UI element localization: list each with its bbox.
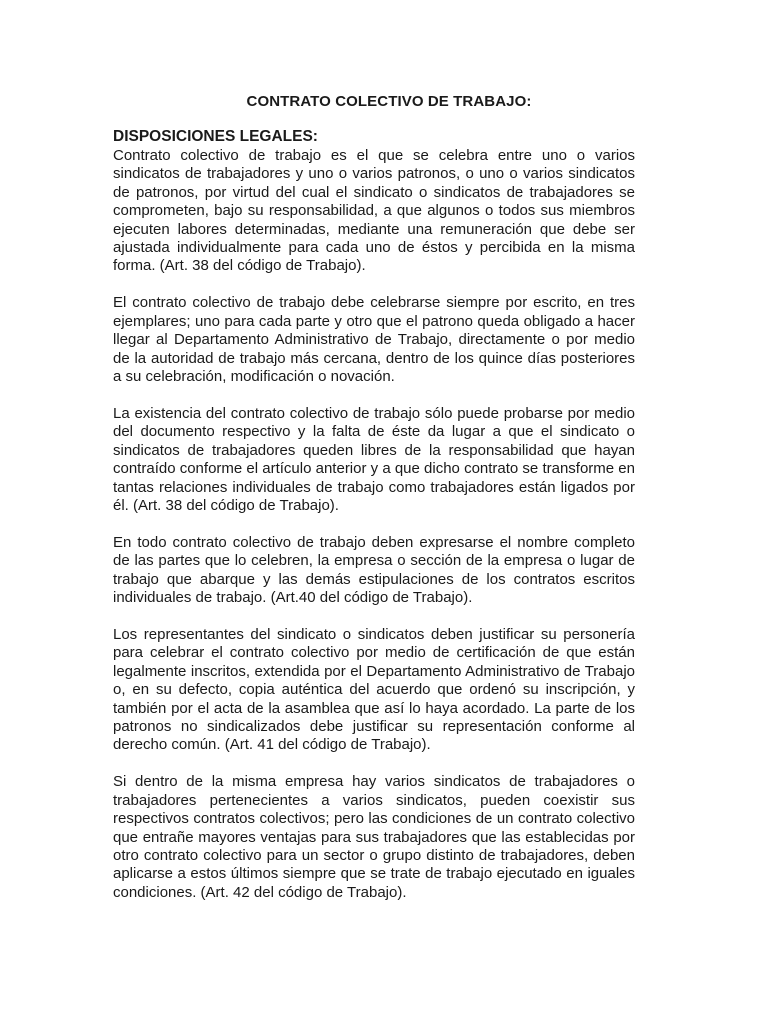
paragraph-5: Los representantes del sindicato o sindicatos deben justificar su personería para celebrar el contrato colectivo por medio de certificación de que están legalmente inscritos, extendida por el Departamento Administrativo de Trabajo o, en su defecto, copia auténtica del acuerdo que ordenó su inscripción, y también por el acta de la asamblea que así lo haya acordado. La parte de los patronos no sindicalizados debe justificar su representación conforme al derecho común. (Art. 41 del código de Trabajo). — [113, 625, 635, 754]
paragraph-1: Contrato colectivo de trabajo es el que se celebra entre uno o varios sindicatos de trabajadores y uno o varios patronos, o uno o varios sindicatos de patronos, por virtud del cual el sindicato o sindicatos de trabajadores se comprometen, bajo su responsabilidad, a que algunos o todos sus miembros ejecuten labores determinadas, mediante una remuneración que debe ser ajustada individualmente para cada uno de éstos y percibida en la misma forma. (Art. 38 del código de Trabajo). — [113, 147, 635, 275]
paragraph-6: Si dentro de la misma empresa hay varios sindicatos de trabajadores o trabajadores pertenecientes a varios sindicatos, pueden coexistir sus respectivos contratos colectivos; pero las condiciones de un contrato colectivo que entrañe mayores ventajas para sus trabajadores que las establecidas por otro contrato colectivo para un sector o grupo distinto de trabajadores, deben aplicarse a estos últimos siempre que se trate de trabajo ejecutado en iguales condiciones. (Art. 42 del código de Trabajo). — [113, 773, 635, 901]
paragraph-2: El contrato colectivo de trabajo debe celebrarse siempre por escrito, en tres ejemplares; uno para cada parte y otro que el patrono queda obligado a hacer llegar al Departamento Administrativo de Trabajo, directamente o por medio de la autoridad de trabajo más cercana, dentro de los quince días posteriores a su celebración, modificación o novación. — [113, 294, 635, 385]
paragraph-3: La existencia del contrato colectivo de trabajo sólo puede probarse por medio del documento respectivo y la falta de éste da lugar a que el sindicato o sindicatos de trabajadores queden libres de la responsabilidad que hayan contraído conforme el artículo anterior y a que dicho contrato se transforme en tantas relaciones individuales de trabajo como trabajadores están ligados por él. (Art. 38 del código de Trabajo). — [113, 404, 635, 514]
document-title: CONTRATO COLECTIVO DE TRABAJO: — [246, 93, 532, 110]
paragraph-4: En todo contrato colectivo de trabajo deben expresarse el nombre completo de las partes que lo celebren, la empresa o sección de la empresa o lugar de trabajo que abarque y las demás estipulaciones de los contratos escritos individuales de trabajo. (Art.40 del código de Trabajo). — [113, 533, 635, 607]
section-heading: DISPOSICIONES LEGALES: — [113, 128, 318, 145]
document-body — [113, 127, 635, 921]
